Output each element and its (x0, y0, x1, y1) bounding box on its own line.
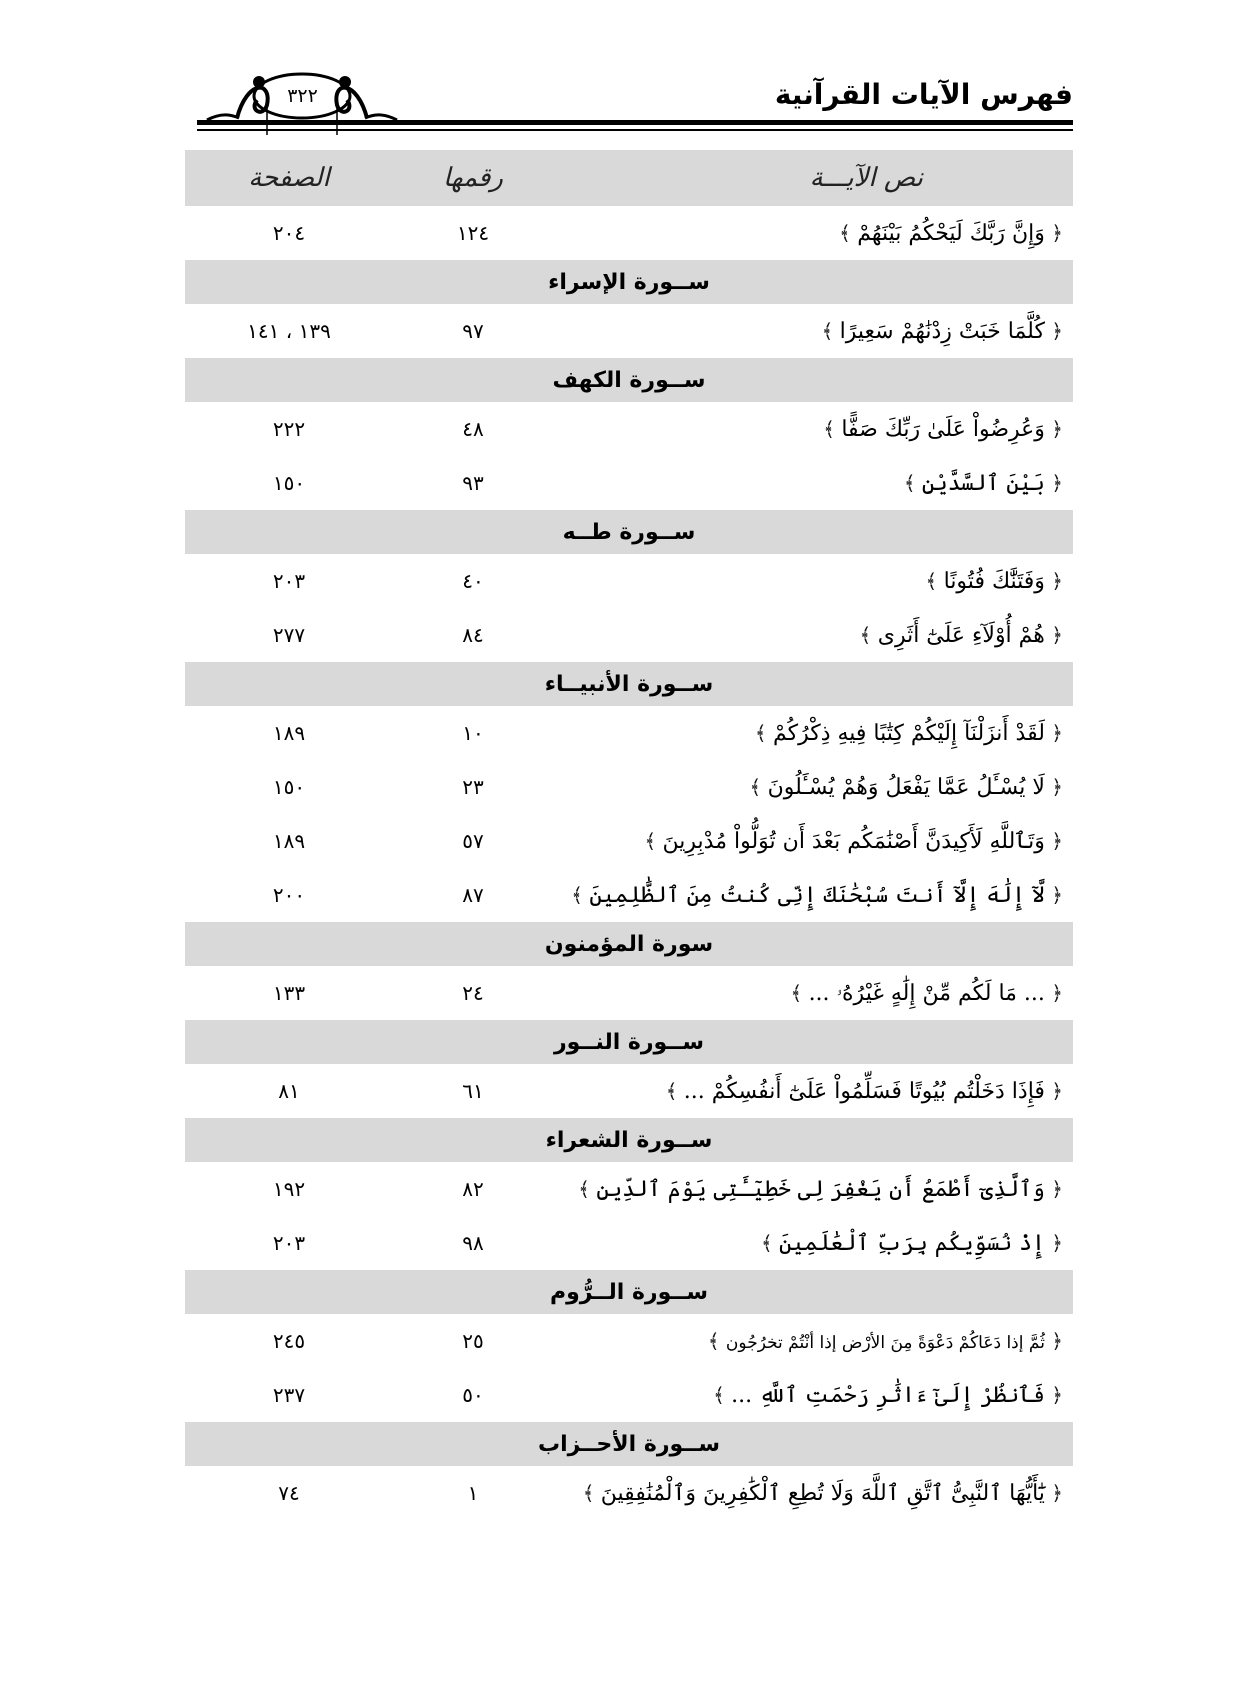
page-reference: ٢٢٢ (272, 417, 306, 441)
verse-text-value: ثُمَّ إذا دَعَاكُمْ دَعْوَةً مِنَ الأرْض إذا أنْتُمْ تخرُجُون (725, 1333, 1045, 1353)
verse-text-cell (553, 1079, 1073, 1104)
page-reference: ١٥٠ (272, 471, 306, 495)
surah-title: ســورة الــرُّوم (549, 1279, 709, 1305)
ornate-bracket-close-icon: ﴾ (823, 416, 842, 441)
surah-heading-row (185, 922, 1073, 966)
verse-text-value: يَٰٓأَيُّهَا ٱلنَّبِىُّ ٱتَّقِ ٱللَّهَ وَلَا تُطِعِ ٱلْكَٰفِرِينَ وَٱلْمُنَٰفِقِينَ (600, 1480, 1045, 1506)
ornate-bracket-open-icon: ﴿ (1044, 882, 1063, 907)
verse-text-cell (553, 883, 1073, 908)
verse-text (750, 775, 1063, 800)
verse-text (571, 883, 1063, 908)
verse-number: ٤٨ (462, 417, 484, 441)
ornate-bracket-close-icon: ﴾ (903, 470, 922, 495)
column-header-page: الصفحة (248, 163, 330, 193)
verse-number: ٥٠ (462, 1383, 484, 1407)
column-header-verse-text: نص الآيـــة (809, 163, 923, 193)
verse-number: ٨٧ (462, 883, 484, 907)
table-row (185, 456, 1073, 510)
verse-number: ٩٣ (462, 471, 484, 495)
verse-text-value: فَإِذَا دَخَلْتُم بُيُوتًا فَسَلِّمُواْ عَلَىٰٓ أَنفُسِكُمْ ... (683, 1078, 1045, 1104)
ornate-bracket-open-icon: ﴿ (1044, 1078, 1063, 1103)
ornate-bracket-open-icon: ﴿ (1044, 1329, 1063, 1353)
page-number: ٣٢٢ (287, 85, 318, 107)
verse-number: ٢٤ (462, 981, 484, 1005)
ornate-bracket-close-icon: ﴾ (571, 882, 590, 907)
verse-text-cell (553, 721, 1073, 746)
verse-number: ١ (467, 1481, 479, 1505)
table-row (185, 608, 1073, 662)
page-reference: ٢٣٧ (272, 1383, 306, 1407)
verse-number: ٨٤ (462, 623, 484, 647)
ornate-bracket-close-icon: ﴾ (644, 828, 663, 853)
verse-text-value: وَعُرِضُواْ عَلَىٰ رَبِّكَ صَفًّا (841, 416, 1045, 442)
table-row (185, 206, 1073, 260)
ornate-bracket-open-icon: ﴿ (1044, 470, 1063, 495)
verse-index-table (185, 150, 1073, 1520)
verse-text-value: وَتَٱللَّهِ لَأَكِيدَنَّ أَصْنَٰمَكُم بَعْدَ أَن تُوَلُّواْ مُدْبِرِينَ (662, 828, 1045, 854)
ornate-bracket-close-icon: ﴾ (713, 1382, 732, 1407)
verse-text-value: ... مَا لَكُم مِّنْ إِلَٰهٍ غَيْرُهُۥ ... (808, 980, 1045, 1006)
surah-heading-row (185, 510, 1073, 554)
verse-text (583, 1481, 1063, 1506)
table-row (185, 1216, 1073, 1270)
page-reference: ١٣٩ ، ١٤١ (247, 319, 331, 343)
ornate-bracket-open-icon: ﴿ (1044, 622, 1063, 647)
verse-text (822, 319, 1063, 344)
page-header (197, 60, 1073, 140)
verse-text (790, 981, 1063, 1006)
table-row (185, 402, 1073, 456)
verse-text (839, 221, 1063, 246)
ornate-bracket-close-icon: ﴾ (707, 1329, 726, 1353)
verse-text-cell (553, 623, 1073, 648)
page-reference: ١٨٩ (272, 721, 306, 745)
surah-heading-row (185, 260, 1073, 304)
ornate-bracket-close-icon: ﴾ (665, 1078, 684, 1103)
header-rule (197, 120, 1073, 125)
table-row (185, 304, 1073, 358)
surah-heading-row (185, 1020, 1073, 1064)
verse-text-value: بَيْنَ ٱلسَّدَّيْنِ (921, 470, 1045, 496)
page-reference: ١٩٢ (272, 1177, 306, 1201)
verse-text (823, 417, 1063, 442)
verse-text (707, 1329, 1063, 1353)
verse-text-cell (553, 319, 1073, 344)
ornate-bracket-open-icon: ﴿ (1044, 720, 1063, 745)
table-row (185, 760, 1073, 814)
verse-number: ١٠ (462, 721, 484, 745)
ornate-bracket-open-icon: ﴿ (1044, 980, 1063, 1005)
ornate-bracket-close-icon: ﴾ (760, 1230, 780, 1255)
surah-title: ســورة الأنبيــاء (544, 671, 714, 697)
surah-heading-row (185, 1118, 1073, 1162)
verse-text-value: هُمْ أُوْلَآءِ عَلَىٰٓ أَثَرِى (877, 622, 1045, 648)
verse-text (713, 1383, 1063, 1408)
table-row (185, 868, 1073, 922)
page-reference: ١٣٣ (272, 981, 306, 1005)
table-row (185, 1368, 1073, 1422)
running-title: فهرس الآيات القرآنية (774, 78, 1073, 111)
verse-number: ٤٠ (462, 569, 484, 593)
page-reference: ٢٠٠ (272, 883, 306, 907)
table-row (185, 814, 1073, 868)
ornate-bracket-open-icon: ﴿ (1044, 1230, 1063, 1255)
column-header-verse-number: رقمها (443, 163, 503, 193)
verse-text (926, 569, 1063, 594)
ornate-bracket-open-icon: ﴿ (1044, 220, 1063, 245)
ornate-bracket-close-icon: ﴾ (578, 1176, 597, 1201)
table-row (185, 1466, 1073, 1520)
verse-text (644, 829, 1063, 854)
verse-text-value: وَإِنَّ رَبَّكَ لَيَحْكُمُ بَيْنَهُمْ (857, 220, 1045, 246)
verse-text-value: كُلَّمَا خَبَتْ زِدْنَٰهُمْ سَعِيرًا (839, 318, 1045, 344)
ornate-bracket-open-icon: ﴿ (1044, 1480, 1063, 1505)
ornate-bracket-open-icon: ﴿ (1044, 568, 1063, 593)
page-reference: ١٨٩ (272, 829, 306, 853)
verse-text (666, 1079, 1063, 1104)
surah-title: ســورة طــه (562, 519, 696, 545)
verse-text (904, 471, 1063, 496)
verse-text-cell (553, 221, 1073, 246)
surah-title: ســورة الأحــزاب (538, 1431, 720, 1457)
verse-text-value: وَٱلَّذِىٓ أَطْمَعُ أَن يَغْفِرَ لِى خَطِيٓـَٔتِى يَوْمَ ٱلدِّينِ (596, 1176, 1045, 1202)
verse-text-value: إِذْ نُسَوِّيكُم بِرَبِّ ٱلْعَٰلَمِينَ (779, 1230, 1045, 1256)
verse-text (860, 623, 1063, 648)
surah-heading-row (185, 1422, 1073, 1466)
ornate-bracket-close-icon: ﴾ (859, 622, 878, 647)
verse-text-cell (553, 829, 1073, 854)
header-rule-thin (197, 129, 1073, 131)
verse-text-cell (553, 569, 1073, 594)
verse-text-cell (553, 981, 1073, 1006)
surah-heading-row (185, 662, 1073, 706)
surah-title: ســورة الكهف (552, 367, 706, 393)
table-row (185, 1064, 1073, 1118)
surah-title: ســورة الإسراء (548, 269, 710, 295)
verse-number: ٩٧ (462, 319, 484, 343)
verse-text-cell (553, 1231, 1073, 1256)
verse-text-cell (553, 417, 1073, 442)
verse-text-value: لَّآ إِلَٰهَ إِلَّآ أَنتَ سُبْحَٰنَكَ إِنِّى كُنتُ مِنَ ٱلظَّٰلِمِينَ (589, 882, 1045, 908)
table-row (185, 966, 1073, 1020)
verse-number: ٨٢ (462, 1177, 484, 1201)
ornate-bracket-open-icon: ﴿ (1044, 1382, 1063, 1407)
table-row (185, 554, 1073, 608)
ornate-bracket-open-icon: ﴿ (1044, 828, 1063, 853)
verse-number: ٦١ (462, 1079, 484, 1103)
page-reference: ٨١ (278, 1079, 300, 1103)
verse-text-value: لَقَدْ أَنزَلْنَآ إِلَيْكُمْ كِتَٰبًا فِيهِ ذِكْرُكُمْ (772, 720, 1045, 746)
ornate-bracket-open-icon: ﴿ (1044, 416, 1063, 441)
table-row (185, 706, 1073, 760)
page-reference: ٢٧٧ (272, 623, 306, 647)
verse-number: ٢٣ (462, 775, 484, 799)
verse-text-cell (553, 1481, 1073, 1506)
ornate-bracket-open-icon: ﴿ (1044, 318, 1063, 343)
surah-title: ســورة النــور (553, 1029, 705, 1055)
verse-text-cell (553, 1383, 1073, 1408)
ornate-bracket-close-icon: ﴾ (749, 774, 768, 799)
verse-text (578, 1177, 1063, 1202)
table-row (185, 1314, 1073, 1368)
table-body (185, 206, 1073, 1520)
verse-number: ١٢٤ (456, 221, 490, 245)
verse-text-value: وَفَتَنَّٰكَ فُتُونًا (943, 568, 1045, 594)
ornate-bracket-open-icon: ﴿ (1044, 774, 1063, 799)
surah-heading-row (185, 358, 1073, 402)
surah-heading-row (185, 1270, 1073, 1314)
verse-number: ٢٥ (462, 1329, 484, 1353)
verse-number: ٥٧ (462, 829, 484, 853)
verse-text-cell (553, 1177, 1073, 1202)
verse-text (761, 1231, 1063, 1256)
table-row (185, 1162, 1073, 1216)
verse-text-value: لَا يُسْـَٔلُ عَمَّا يَفْعَلُ وَهُمْ يُسْـَٔلُونَ (767, 774, 1045, 800)
verse-text-cell (553, 775, 1073, 800)
ornate-bracket-open-icon: ﴿ (1044, 1176, 1063, 1201)
ornate-bracket-close-icon: ﴾ (754, 720, 773, 745)
page-reference: ٢٤٥ (272, 1329, 306, 1353)
table-header-row (185, 150, 1073, 206)
surah-title: سورة المؤمنون (544, 931, 714, 957)
page-reference: ٢٠٣ (272, 1231, 306, 1255)
verse-number: ٩٨ (462, 1231, 484, 1255)
verse-text (755, 721, 1063, 746)
surah-title: ســورة الشعراء (545, 1127, 713, 1153)
ornate-bracket-close-icon: ﴾ (790, 980, 809, 1005)
page-reference: ٢٠٤ (272, 221, 306, 245)
ornate-bracket-close-icon: ﴾ (839, 220, 858, 245)
ornate-bracket-close-icon: ﴾ (582, 1480, 601, 1505)
page-reference: ٧٤ (278, 1481, 300, 1505)
ornate-bracket-close-icon: ﴾ (925, 568, 944, 593)
ornate-bracket-close-icon: ﴾ (821, 318, 840, 343)
page-reference: ١٥٠ (272, 775, 306, 799)
verse-text-cell (553, 1329, 1073, 1353)
verse-text-value: فَٱنظُرْ إِلَىٰٓ ءَاثَٰرِ رَحْمَتِ ٱللَّهِ ... (731, 1382, 1045, 1408)
verse-text-cell (553, 471, 1073, 496)
page-reference: ٢٠٣ (272, 569, 306, 593)
